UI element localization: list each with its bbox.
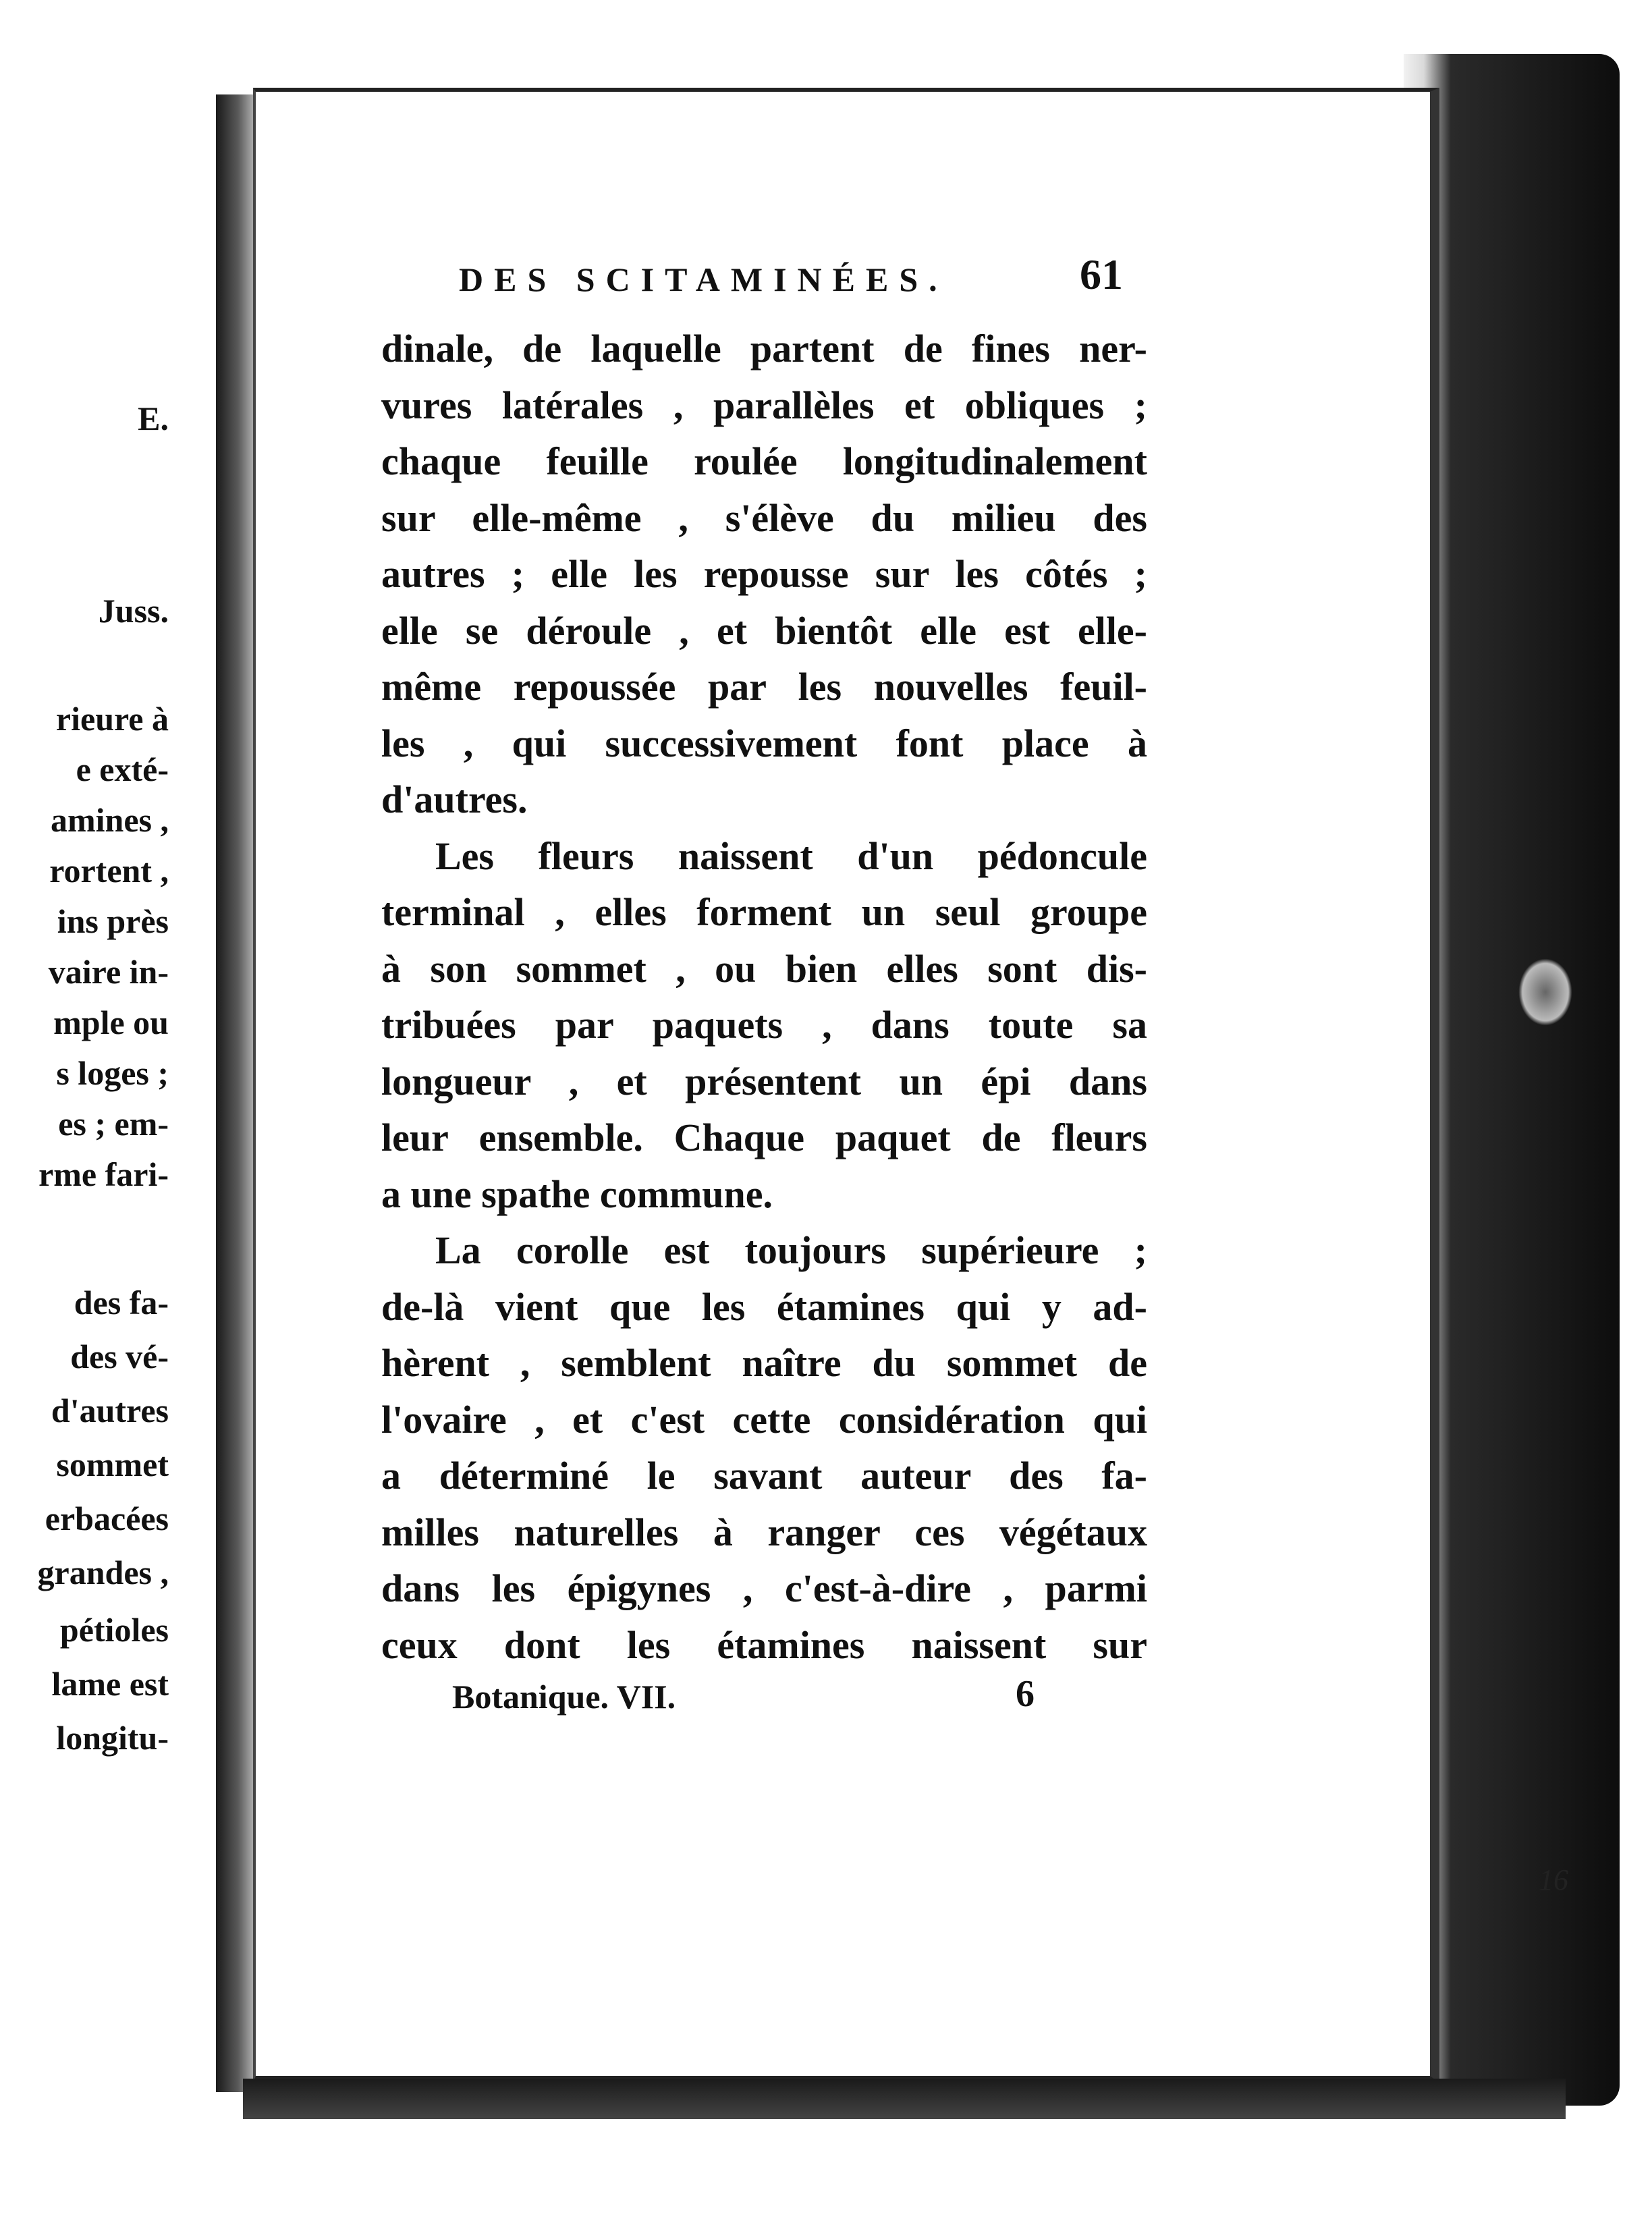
left-page-line: erbacées: [45, 1500, 169, 1537]
text-line: dans les épigynes , c'est-à-dire , parmi: [381, 1566, 1147, 1610]
text-line: milles naturelles à ranger ces végétaux: [381, 1510, 1147, 1554]
left-page-line: rortent ,: [49, 852, 169, 889]
text-line: à son sommet , ou bien elles sont dis-: [381, 946, 1147, 991]
text-line: a une spathe commune.: [381, 1172, 773, 1216]
book-binding-gutter: [216, 94, 256, 2092]
text-line: l'ovaire , et c'est cette considération qui: [381, 1397, 1147, 1442]
left-page-line: des vé-: [70, 1338, 169, 1375]
book-bottom-edge: [243, 2079, 1566, 2119]
left-page-line: grandes ,: [37, 1554, 169, 1591]
text-line: hèrent , semblent naître du sommet de: [381, 1341, 1147, 1385]
body-text: [381, 321, 1147, 1673]
left-page-line: E.: [138, 400, 169, 437]
left-page-line: longitu-: [56, 1719, 169, 1757]
left-page-line: amines ,: [51, 801, 169, 839]
text-line: a déterminé le savant auteur des fa-: [381, 1454, 1147, 1498]
left-page-line: pétioles: [59, 1611, 169, 1649]
left-page-line: des fa-: [74, 1284, 169, 1321]
left-page-line: mple ou: [53, 1004, 169, 1041]
running-head: DES SCITAMINÉES.: [459, 261, 948, 298]
signature-mark: Botanique. VII.: [452, 1678, 676, 1716]
paper-smudge: [1518, 958, 1572, 1026]
text-line: Les fleurs naissent d'un pédoncule: [435, 833, 1147, 878]
text-line: terminal , elles forment un seul groupe: [381, 890, 1147, 934]
signature-number: 6: [1016, 1673, 1035, 1715]
text-line: longueur , et présentent un épi dans: [381, 1059, 1147, 1103]
text-line: ceux dont les étamines naissent sur: [381, 1622, 1147, 1667]
left-page-line: rme fari-: [38, 1155, 169, 1193]
left-page-line: s loges ;: [56, 1054, 169, 1092]
text-line: les , qui successivement font place à: [381, 721, 1147, 765]
text-line: vures latérales , parallèles et obliques ;: [381, 383, 1147, 427]
left-page-line: ins près: [57, 902, 169, 940]
margin-annotation: 16: [1539, 1863, 1568, 1896]
left-page-line: e exté-: [76, 750, 169, 788]
text-line: tribuées par paquets , dans toute sa: [381, 1003, 1147, 1047]
text-line: La corolle est toujours supérieure ;: [435, 1228, 1147, 1272]
left-page-fragment: [0, 101, 227, 2092]
text-line: autres ; elle les repousse sur les côtés ;: [381, 552, 1147, 596]
text-line: elle se déroule , et bientôt elle est elle-: [381, 608, 1147, 653]
left-page-line: sommet: [56, 1446, 169, 1483]
text-line: d'autres.: [381, 777, 528, 821]
left-page-line: d'autres: [51, 1392, 169, 1429]
left-page-line: es ; em-: [58, 1105, 169, 1143]
left-page-line: Juss.: [98, 592, 169, 630]
text-line: chaque feuille roulée longitudinalement: [381, 439, 1147, 483]
text-line: sur elle-même , s'élève du milieu des: [381, 495, 1147, 540]
text-line: de-là vient que les étamines qui y ad-: [381, 1284, 1147, 1329]
left-page-line: lame est: [51, 1665, 169, 1703]
left-page-line: vaire in-: [48, 953, 169, 991]
text-line: même repoussée par les nouvelles feuil-: [381, 665, 1147, 709]
left-page-line: rieure à: [55, 700, 169, 738]
text-line: leur ensemble. Chaque paquet de fleurs: [381, 1116, 1147, 1159]
text-line: dinale, de laquelle partent de fines ner-: [381, 327, 1147, 371]
page-number: 61: [1080, 250, 1123, 298]
